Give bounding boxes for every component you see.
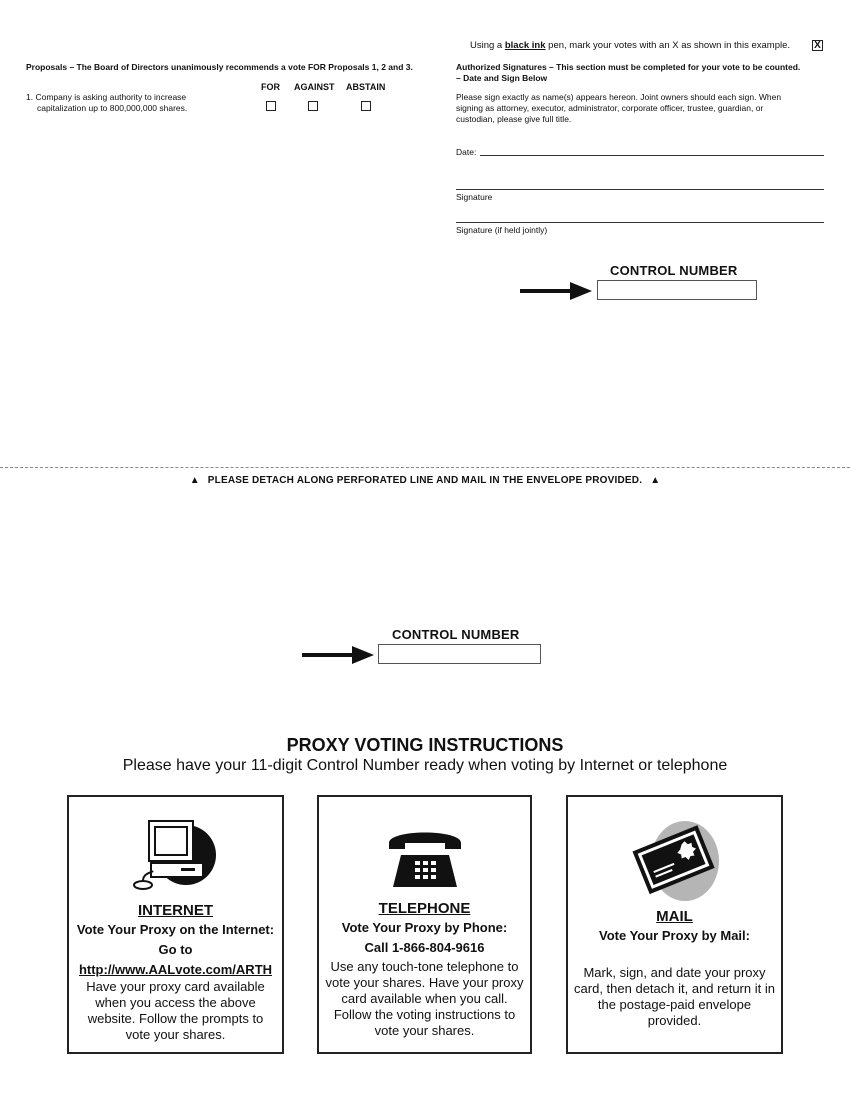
telephone-icon (385, 821, 465, 891)
internet-subtitle: Vote Your Proxy on the Internet: (76, 922, 275, 937)
control-number-box-top[interactable] (597, 280, 757, 300)
column-for: FOR (261, 82, 280, 92)
internet-go-to: Go to (158, 942, 193, 957)
telephone-title: TELEPHONE (378, 900, 471, 917)
telephone-body: Use any touch-tone telephone to vote your shares. Have your proxy card available when you call. Follow the voting instructions to vote your shares. (325, 959, 524, 1038)
signature-label: Signature (456, 192, 493, 202)
date-field[interactable] (480, 155, 824, 156)
signature-instructions-line1: Please sign exactly as name(s) appears hereon. Joint owners should each sign. When (456, 92, 782, 102)
signature-instructions-line3: custodian, please give full title. (456, 114, 572, 124)
date-label: Date: (456, 147, 477, 157)
proposal-1-abstain-checkbox[interactable] (361, 101, 371, 111)
internet-body: Have your proxy card available when you access the above website. Follow the prompts to vote your shares. (86, 979, 265, 1042)
example-mark-box (812, 40, 823, 51)
example-mark: X (814, 40, 821, 51)
telephone-subtitle: Vote Your Proxy by Phone: (341, 920, 508, 935)
column-abstain: ABSTAIN (346, 82, 386, 92)
instruction-suffix: pen, mark your votes with an X as shown in this example. (545, 40, 791, 51)
signatures-heading-line1: Authorized Signatures – This section must be completed for your vote to be counted. (456, 62, 801, 72)
instruction-prefix: Using a (470, 40, 505, 51)
signatures-heading (456, 62, 800, 84)
instructions-subtitle: Please have your 11-digit Control Number ready when voting by Internet or telephone (122, 757, 728, 774)
ink-instruction (470, 40, 790, 51)
joint-signature-field[interactable] (456, 222, 824, 223)
signature-instructions (456, 92, 826, 125)
telephone-number: Call 1-866-804-9616 (364, 940, 485, 955)
proposals-heading: Proposals – The Board of Directors unanimously recommends a vote FOR Proposals 1, 2 and 3. (26, 62, 413, 72)
detach-notice: PLEASE DETACH ALONG PERFORATED LINE AND MAIL IN THE ENVELOPE PROVIDED. (207, 475, 643, 486)
perforated-line (0, 467, 850, 468)
arrow-right-icon (520, 281, 592, 301)
control-number-label-bottom: CONTROL NUMBER (392, 627, 520, 642)
internet-url-link[interactable]: http://www.AALvote.com/ARTH (78, 962, 273, 977)
internet-panel (67, 795, 284, 1054)
column-against: AGAINST (294, 82, 335, 92)
instruction-emphasis: black ink (504, 40, 546, 51)
control-number-box-bottom[interactable] (378, 644, 541, 664)
detach-notice-row (0, 475, 850, 486)
mail-panel (566, 795, 783, 1054)
joint-signature-label: Signature (if held jointly) (456, 225, 548, 235)
internet-title: INTERNET (138, 902, 213, 919)
proposal-1-against-checkbox[interactable] (308, 101, 318, 111)
envelope-icon (625, 815, 725, 903)
triangle-up-icon: ▲ (189, 475, 200, 486)
control-number-label-top: CONTROL NUMBER (610, 263, 738, 278)
arrow-right-icon (302, 645, 374, 665)
signatures-heading-line2: – Date and Sign Below (456, 73, 548, 83)
instructions-title: PROXY VOTING INSTRUCTIONS (286, 735, 564, 755)
proposal-1-for-checkbox[interactable] (266, 101, 276, 111)
signature-field[interactable] (456, 189, 824, 190)
proposal-1-text (26, 92, 187, 114)
proposal-1-line2: capitalization up to 800,000,000 shares. (37, 103, 188, 113)
mail-body: Mark, sign, and date your proxy card, then detach it, and return it in the postage-paid envelope provided. (574, 965, 775, 1028)
triangle-up-icon: ▲ (650, 475, 661, 486)
computer-icon (131, 815, 221, 895)
proposal-1-line1: 1. Company is asking authority to increase (26, 92, 187, 102)
mail-title: MAIL (656, 908, 693, 925)
signature-instructions-line2: signing as attorney, executor, administrator, corporate officer, trustee, guardian, or (456, 103, 764, 113)
telephone-panel (317, 795, 532, 1054)
mail-subtitle: Vote Your Proxy by Mail: (599, 928, 750, 943)
